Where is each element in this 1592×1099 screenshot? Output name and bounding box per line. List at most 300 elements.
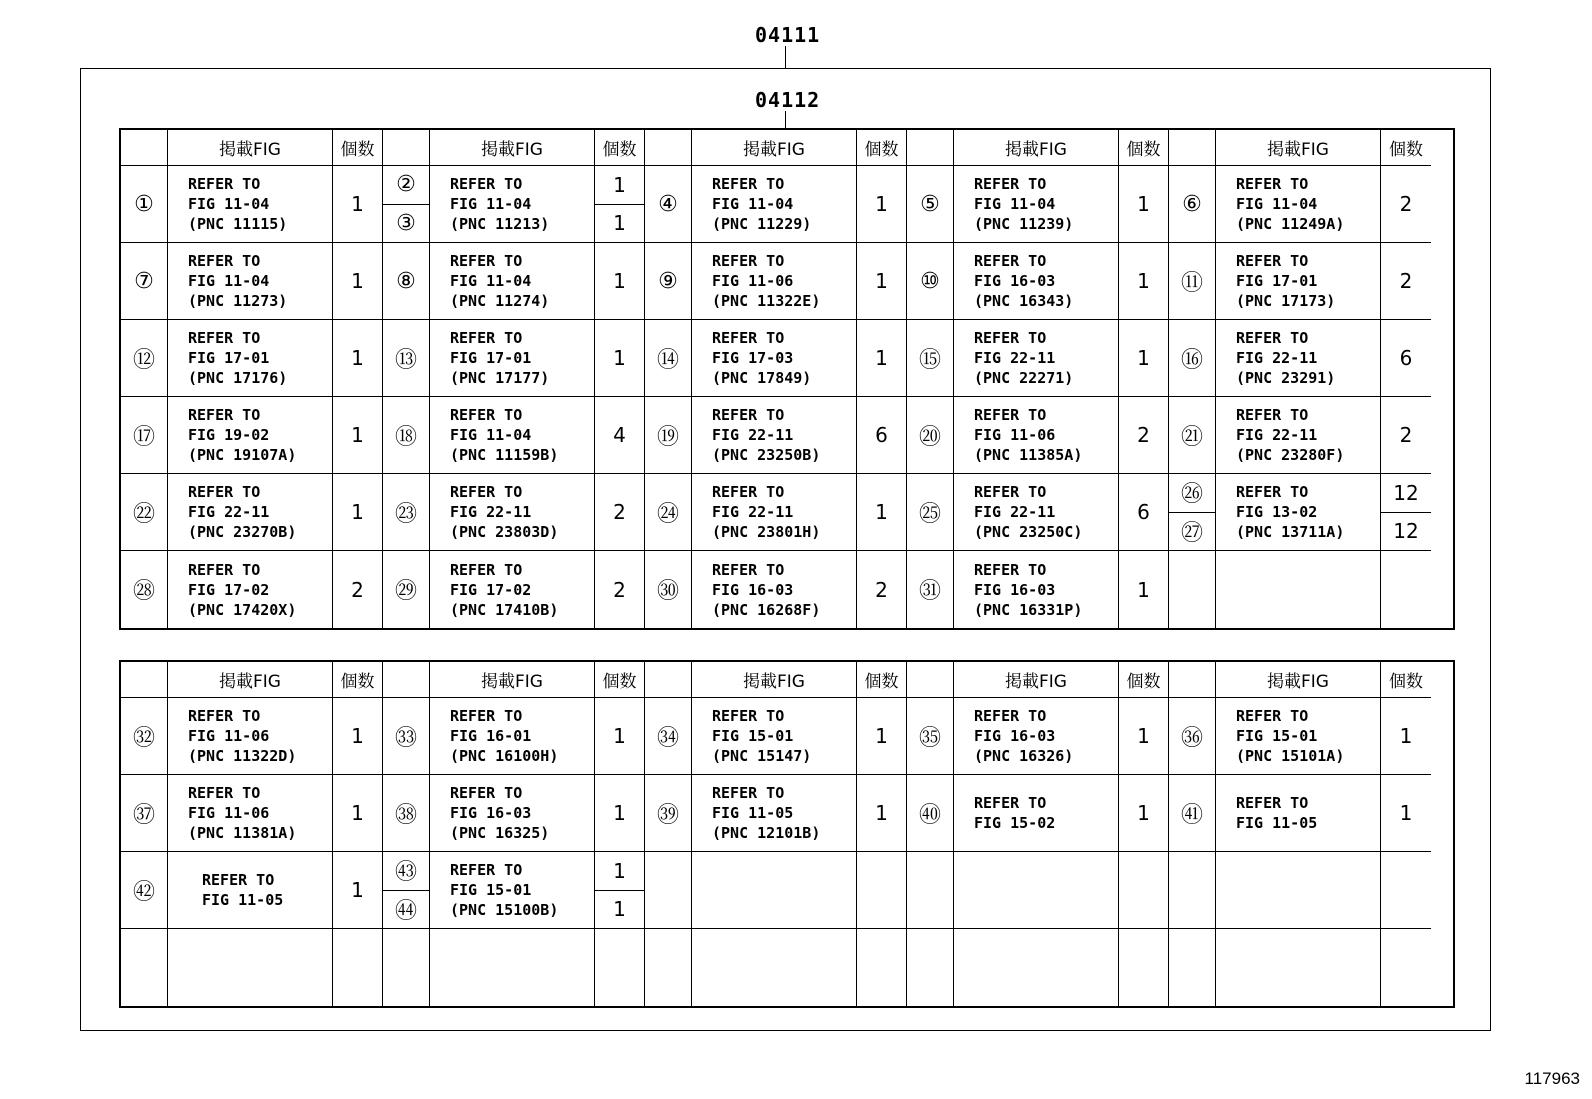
fig-reference-line: REFER TO: [188, 483, 261, 501]
fig-reference-cell: [954, 852, 1119, 929]
fig-reference-line: (PNC 11239): [974, 215, 1074, 233]
item-number-cell: [383, 243, 430, 320]
header-number-cell: [907, 662, 954, 698]
quantity-cell: 1: [857, 775, 907, 852]
fig-reference-line: (PNC 11274): [450, 292, 550, 310]
quantity-cell: 1: [333, 166, 383, 243]
item-number-callout: ⑤: [920, 191, 940, 217]
fig-reference-line: (PNC 11273): [188, 292, 288, 310]
fig-reference-line: REFER TO: [188, 560, 261, 579]
quantity-cell: 1: [1381, 775, 1431, 852]
item-number-cell: [645, 474, 692, 551]
item-number-cell: [645, 775, 692, 852]
fig-reference-line: REFER TO: [450, 406, 523, 424]
fig-reference-line: FIG 17-03: [712, 349, 794, 367]
fig-reference-line: FIG 15-01: [450, 881, 532, 899]
fig-reference-line: REFER TO: [974, 175, 1047, 193]
fig-reference-line: (PNC 11213): [450, 215, 550, 233]
item-number-callout: ⑩: [920, 268, 940, 294]
item-number-callout: ⑯: [1180, 347, 1203, 373]
quantity-value: 1: [595, 166, 644, 205]
reference-table-bottom: [119, 660, 1455, 1008]
fig-reference-line: FIG 15-02: [974, 814, 1056, 832]
header-fig-label: 掲載FIG: [1216, 130, 1381, 166]
fig-reference-line: FIG 22-11: [974, 349, 1056, 367]
quantity-cell: 1: [857, 474, 907, 551]
item-number-cell: [1169, 320, 1216, 397]
header-qty-label: 個数: [857, 130, 907, 166]
fig-reference-line: REFER TO: [202, 871, 275, 889]
fig-reference-line: (PNC 17177): [450, 369, 550, 387]
inner-leader-line: [785, 111, 786, 128]
quantity-cell: 1: [333, 474, 383, 551]
header-qty-label: 個数: [333, 130, 383, 166]
item-number-cell: [907, 929, 954, 1006]
item-number-callout: ⑮: [918, 347, 941, 373]
header-qty-label: 個数: [595, 662, 645, 698]
fig-reference-line: REFER TO: [450, 175, 523, 193]
quantity-cell: 6: [1381, 320, 1431, 397]
fig-reference-line: FIG 11-05: [712, 804, 794, 822]
quantity-cell: 1: [1119, 243, 1169, 320]
item-number-cell: [907, 698, 954, 775]
fig-reference-line: (PNC 15147): [712, 747, 812, 765]
item-number-callout: ㉙: [394, 579, 417, 604]
fig-reference-cell: [168, 775, 333, 852]
fig-reference-line: (PNC 22271): [974, 369, 1074, 387]
header-number-cell: [383, 130, 430, 166]
fig-reference-line: FIG 17-01: [450, 349, 532, 367]
fig-reference-line: REFER TO: [712, 560, 785, 579]
fig-reference-line: FIG 11-04: [974, 195, 1056, 213]
fig-reference-line: REFER TO: [188, 175, 261, 193]
quantity-cell: 1: [1381, 698, 1431, 775]
quantity-cell: 2: [857, 551, 907, 628]
quantity-cell: 1: [595, 243, 645, 320]
fig-reference-line: REFER TO: [188, 252, 261, 270]
fig-reference-cell: [692, 852, 857, 929]
fig-reference-line: REFER TO: [712, 707, 785, 725]
quantity-cell: [595, 929, 645, 1006]
fig-reference-line: FIG 11-04: [188, 195, 270, 213]
fig-reference-line: REFER TO: [450, 329, 523, 347]
fig-reference-line: REFER TO: [974, 406, 1047, 424]
item-number-cell: [121, 551, 168, 628]
item-number-callout: ⑭: [656, 347, 679, 373]
item-number-callout: ㉔: [656, 501, 679, 527]
fig-reference-line: FIG 17-02: [450, 580, 532, 599]
item-number-callout: ㉞: [656, 725, 679, 751]
fig-reference-line: FIG 11-04: [450, 272, 532, 290]
fig-reference-line: REFER TO: [974, 794, 1047, 812]
fig-reference-line: (PNC 11249A): [1236, 215, 1345, 233]
fig-reference-line: REFER TO: [974, 707, 1047, 725]
item-number-callout: ①: [134, 191, 154, 217]
quantity-cell: 1: [333, 397, 383, 474]
fig-reference-line: FIG 13-02: [1236, 503, 1318, 521]
quantity-cell: 2: [1381, 166, 1431, 243]
fig-reference-line: (PNC 16331P): [974, 600, 1083, 619]
header-qty-label: 個数: [1119, 662, 1169, 698]
fig-reference-cell: [954, 698, 1119, 775]
header-fig-label: 掲載FIG: [430, 130, 595, 166]
item-number-callout: ⑥: [1182, 191, 1202, 217]
quantity-cell: [1381, 852, 1431, 929]
item-number-cell: [383, 551, 430, 628]
header-fig-label: 掲載FIG: [692, 662, 857, 698]
item-number-callout: ⑧: [396, 268, 416, 294]
quantity-cell: 1: [333, 775, 383, 852]
fig-reference-line: (PNC 17849): [712, 369, 812, 387]
item-number-cell: [907, 320, 954, 397]
item-number-cell: [121, 474, 168, 551]
fig-reference-line: (PNC 16325): [450, 824, 550, 842]
item-number-cell: [645, 397, 692, 474]
header-number-cell: [907, 130, 954, 166]
header-number-cell: [1169, 130, 1216, 166]
fig-reference-line: (PNC 23291): [1236, 369, 1336, 387]
quantity-value: 1: [613, 211, 626, 236]
fig-reference-line: (PNC 23270B): [188, 523, 297, 541]
item-number-callout: ⑨: [658, 268, 678, 294]
fig-reference-line: (PNC 11322D): [188, 747, 297, 765]
fig-reference-cell: [954, 397, 1119, 474]
header-number-cell: [645, 130, 692, 166]
fig-reference-line: (PNC 17410B): [450, 600, 559, 619]
fig-reference-line: (PNC 15100B): [450, 901, 559, 919]
fig-reference-cell: [954, 775, 1119, 852]
fig-reference-line: (PNC 11115): [188, 215, 288, 233]
item-number-cell: [121, 775, 168, 852]
quantity-cell: [1381, 474, 1431, 551]
reference-table-top: [119, 128, 1455, 630]
fig-reference-cell: [430, 929, 595, 1006]
fig-reference-line: REFER TO: [450, 707, 523, 725]
quantity-cell: 1: [857, 320, 907, 397]
header-qty-label: 個数: [595, 130, 645, 166]
fig-reference-line: REFER TO: [712, 483, 785, 501]
fig-reference-line: (PNC 16268F): [712, 600, 821, 619]
fig-reference-line: FIG 15-01: [712, 727, 794, 745]
item-number-cell: [645, 243, 692, 320]
fig-reference-cell: [430, 397, 595, 474]
fig-reference-cell: [954, 929, 1119, 1006]
fig-reference-line: REFER TO: [712, 406, 785, 424]
fig-reference-line: REFER TO: [450, 784, 523, 802]
quantity-cell: 1: [1119, 698, 1169, 775]
quantity-cell: [857, 852, 907, 929]
item-number-cell: [645, 320, 692, 397]
item-number-callout: ⑳: [918, 424, 941, 450]
fig-reference-line: FIG 16-01: [450, 727, 532, 745]
item-number-callout: ㉑: [1180, 424, 1203, 450]
fig-reference-cell: [954, 551, 1119, 628]
quantity-cell: 2: [333, 551, 383, 628]
fig-reference-line: FIG 17-02: [188, 580, 270, 599]
figure-number: 117963: [1524, 1069, 1580, 1088]
fig-reference-cell: [692, 397, 857, 474]
header-fig-label: 掲載FIG: [168, 130, 333, 166]
item-number-callout: ㉖: [1180, 482, 1203, 508]
quantity-cell: 1: [1119, 166, 1169, 243]
quantity-cell: [595, 852, 645, 929]
item-number-callout: ⑦: [134, 268, 154, 294]
quantity-value: 12: [1381, 474, 1431, 513]
header-fig-label: 掲載FIG: [954, 662, 1119, 698]
fig-reference-cell: [430, 320, 595, 397]
fig-reference-line: (PNC 23280F): [1236, 446, 1345, 464]
item-number-callout: ⑪: [1180, 270, 1203, 296]
quantity-cell: 1: [333, 698, 383, 775]
item-number-cell: [383, 166, 430, 243]
fig-reference-line: (PNC 23801H): [712, 523, 821, 541]
fig-reference-cell: [1216, 698, 1381, 775]
item-number-cell: [1169, 698, 1216, 775]
quantity-cell: 1: [333, 243, 383, 320]
fig-reference-line: (PNC 23803D): [450, 523, 559, 541]
quantity-cell: 1: [595, 775, 645, 852]
fig-reference-line: FIG 11-05: [1236, 814, 1318, 832]
fig-reference-cell: [954, 243, 1119, 320]
quantity-cell: [857, 929, 907, 1006]
quantity-cell: [333, 929, 383, 1006]
fig-reference-cell: [168, 929, 333, 1006]
fig-reference-line: REFER TO: [450, 483, 523, 501]
item-number-cell: [121, 852, 168, 929]
header-fig-label: 掲載FIG: [168, 662, 333, 698]
fig-reference-cell: [692, 166, 857, 243]
quantity-cell: 1: [1119, 320, 1169, 397]
header-fig-label: 掲載FIG: [692, 130, 857, 166]
fig-reference-line: REFER TO: [450, 560, 523, 579]
item-number-callout: ㉚: [656, 579, 679, 604]
item-number-callout: ㊷: [132, 879, 155, 905]
item-number-cell: [1169, 474, 1216, 551]
item-number-cell: [383, 320, 430, 397]
fig-reference-cell: [1216, 852, 1381, 929]
quantity-cell: [595, 166, 645, 243]
fig-reference-cell: [1216, 320, 1381, 397]
fig-reference-line: (PNC 15101A): [1236, 747, 1345, 765]
outer-leader-line: [785, 46, 786, 68]
fig-reference-line: REFER TO: [712, 329, 785, 347]
item-number-cell: [121, 929, 168, 1006]
item-number-cell: [645, 929, 692, 1006]
item-number-callout: ㉛: [918, 579, 941, 604]
fig-reference-cell: [168, 243, 333, 320]
item-number-callout: ㊹: [394, 898, 417, 924]
fig-reference-cell: [430, 166, 595, 243]
fig-reference-cell: [168, 397, 333, 474]
item-number-cell: [1169, 929, 1216, 1006]
fig-reference-cell: [168, 166, 333, 243]
fig-reference-line: FIG 22-11: [974, 503, 1056, 521]
fig-reference-line: REFER TO: [974, 252, 1047, 270]
quantity-cell: [1381, 551, 1431, 628]
item-number-callout: ⑫: [132, 347, 155, 373]
item-number-cell: [1169, 551, 1216, 628]
item-number-cell: [907, 397, 954, 474]
item-number-cell: [383, 775, 430, 852]
quantity-value: 1: [595, 852, 644, 891]
item-number-cell: [907, 852, 954, 929]
item-number-cell: [383, 852, 430, 929]
fig-reference-line: (PNC 11322E): [712, 292, 821, 310]
item-number-cell: [645, 852, 692, 929]
fig-reference-line: FIG 22-11: [712, 503, 794, 521]
fig-reference-line: FIG 11-06: [188, 727, 270, 745]
quantity-value: 1: [613, 897, 626, 922]
item-number-cell: [907, 166, 954, 243]
fig-reference-cell: [1216, 929, 1381, 1006]
item-number-callout: ⑲: [656, 424, 679, 450]
fig-reference-line: FIG 11-05: [202, 891, 284, 909]
quantity-cell: 1: [333, 852, 383, 929]
quantity-cell: 1: [1119, 551, 1169, 628]
item-number-cell: [1169, 852, 1216, 929]
quantity-cell: [1381, 929, 1431, 1006]
fig-reference-line: (PNC 16100H): [450, 747, 559, 765]
fig-reference-cell: [692, 243, 857, 320]
item-number-cell: [383, 698, 430, 775]
fig-reference-line: (PNC 23250B): [712, 446, 821, 464]
fig-reference-line: REFER TO: [1236, 794, 1309, 812]
header-fig-label: 掲載FIG: [954, 130, 1119, 166]
quantity-cell: 2: [1381, 397, 1431, 474]
header-qty-label: 個数: [857, 662, 907, 698]
quantity-cell: 6: [1119, 474, 1169, 551]
item-number-callout: ㉝: [394, 725, 417, 751]
quantity-cell: 1: [1119, 775, 1169, 852]
item-number-cell: [1169, 166, 1216, 243]
quantity-cell: [1119, 929, 1169, 1006]
quantity-cell: 1: [595, 320, 645, 397]
fig-reference-line: REFER TO: [1236, 483, 1309, 501]
fig-reference-cell: [1216, 243, 1381, 320]
item-number-cell: [645, 698, 692, 775]
item-number-cell: [907, 243, 954, 320]
fig-reference-cell: [168, 474, 333, 551]
fig-reference-cell: [430, 551, 595, 628]
quantity-cell: 1: [857, 243, 907, 320]
fig-reference-line: (PNC 23250C): [974, 523, 1083, 541]
fig-reference-cell: [954, 474, 1119, 551]
header-number-cell: [121, 130, 168, 166]
fig-reference-line: (PNC 11385A): [974, 446, 1083, 464]
header-number-cell: [121, 662, 168, 698]
fig-reference-cell: [168, 320, 333, 397]
fig-reference-line: FIG 11-04: [188, 272, 270, 290]
item-number-callout: ②: [396, 172, 416, 198]
fig-reference-line: FIG 22-11: [1236, 426, 1318, 444]
item-number-callout: ㊳: [394, 802, 417, 828]
fig-reference-line: (PNC 13711A): [1236, 523, 1345, 541]
header-number-cell: [645, 662, 692, 698]
fig-reference-line: FIG 11-04: [712, 195, 794, 213]
fig-reference-cell: [692, 929, 857, 1006]
fig-reference-line: FIG 11-04: [450, 195, 532, 213]
fig-reference-line: FIG 22-11: [1236, 349, 1318, 367]
fig-reference-cell: [430, 474, 595, 551]
fig-reference-line: REFER TO: [712, 784, 785, 802]
fig-reference-line: FIG 17-01: [1236, 272, 1318, 290]
quantity-cell: 1: [595, 698, 645, 775]
item-number-cell: [1169, 243, 1216, 320]
fig-reference-cell: [1216, 474, 1381, 551]
quantity-cell: 2: [595, 551, 645, 628]
item-number-callout: ㉗: [1180, 520, 1203, 546]
header-number-cell: [1169, 662, 1216, 698]
item-number-cell: [383, 397, 430, 474]
item-number-callout: ⑬: [394, 347, 417, 373]
quantity-value: 12: [1393, 519, 1419, 544]
item-number-callout: ⑰: [132, 424, 155, 450]
fig-reference-line: REFER TO: [1236, 406, 1309, 424]
item-number-callout: ㊱: [1180, 725, 1203, 751]
fig-reference-line: REFER TO: [450, 252, 523, 270]
fig-reference-cell: [430, 852, 595, 929]
header-qty-label: 個数: [1381, 130, 1431, 166]
fig-reference-line: FIG 16-03: [974, 580, 1056, 599]
fig-reference-line: (PNC 17176): [188, 369, 288, 387]
fig-reference-line: REFER TO: [1236, 252, 1309, 270]
quantity-cell: 1: [333, 320, 383, 397]
quantity-cell: 1: [857, 166, 907, 243]
fig-reference-line: FIG 17-01: [188, 349, 270, 367]
fig-reference-line: FIG 11-06: [974, 426, 1056, 444]
item-number-callout: ㉕: [918, 501, 941, 527]
item-number-cell: [121, 698, 168, 775]
fig-reference-line: REFER TO: [974, 560, 1047, 579]
fig-reference-cell: [168, 551, 333, 628]
fig-reference-line: FIG 15-01: [1236, 727, 1318, 745]
quantity-cell: 2: [1381, 243, 1431, 320]
quantity-cell: [1119, 852, 1169, 929]
fig-reference-line: FIG 11-06: [712, 272, 794, 290]
fig-reference-cell: [1216, 166, 1381, 243]
fig-reference-cell: [954, 166, 1119, 243]
fig-reference-line: FIG 16-03: [974, 272, 1056, 290]
fig-reference-line: (PNC 11159B): [450, 446, 559, 464]
fig-reference-line: (PNC 11381A): [188, 824, 297, 842]
fig-reference-cell: [954, 320, 1119, 397]
fig-reference-cell: [692, 320, 857, 397]
fig-reference-line: REFER TO: [188, 329, 261, 347]
header-qty-label: 個数: [1119, 130, 1169, 166]
fig-reference-line: FIG 16-03: [450, 804, 532, 822]
item-number-callout: ㊲: [132, 802, 155, 828]
item-number-cell: [645, 551, 692, 628]
fig-reference-cell: [430, 775, 595, 852]
fig-reference-line: (PNC 19107A): [188, 446, 297, 464]
fig-reference-line: REFER TO: [974, 483, 1047, 501]
item-number-callout: ④: [658, 191, 678, 217]
fig-reference-line: FIG 16-03: [712, 580, 794, 599]
fig-reference-line: REFER TO: [1236, 329, 1309, 347]
fig-reference-cell: [1216, 775, 1381, 852]
fig-reference-line: REFER TO: [188, 406, 261, 424]
header-qty-label: 個数: [1381, 662, 1431, 698]
fig-reference-cell: [430, 243, 595, 320]
item-number-callout: ㊴: [656, 802, 679, 828]
item-number-callout: ㉜: [132, 725, 155, 751]
item-number-callout: ㊸: [394, 860, 417, 886]
item-number-cell: [645, 166, 692, 243]
fig-reference-line: FIG 16-03: [974, 727, 1056, 745]
outer-assembly-code: 04111: [755, 23, 821, 47]
quantity-cell: 1: [857, 698, 907, 775]
item-number-cell: [907, 775, 954, 852]
